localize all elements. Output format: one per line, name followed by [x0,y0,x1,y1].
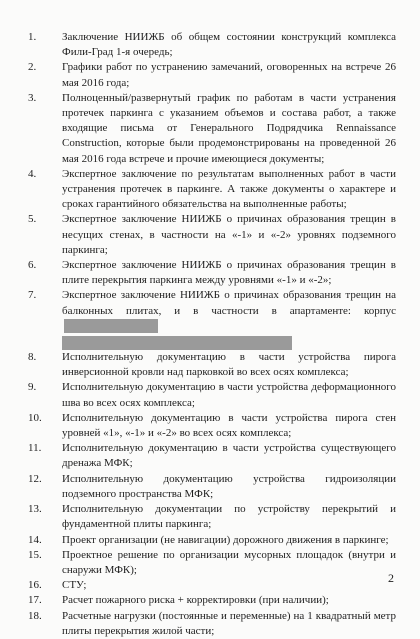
list-item [28,258,396,288]
item-text: Исполнительную документации по устройству перекрытий и фундаментной плиты паркинга; [62,503,396,531]
list-item [28,411,396,441]
item-number: 7. [28,289,37,302]
item-number: 10. [28,411,42,424]
item-text: Исполнительную документацию в части устройства существующего дренажа МФК; [62,442,396,470]
list-item [28,380,396,410]
item-number: 4. [28,167,37,180]
list-item [28,578,396,593]
list-item [28,30,396,60]
list-item [28,502,396,532]
list-item [28,91,396,167]
item-number: 18. [28,609,42,622]
item-text: СТУ; [62,579,87,592]
list-item [28,593,396,608]
redaction-block [64,319,158,333]
item-number: 8. [28,351,37,364]
item-number: 1. [28,31,37,43]
item-text: Расчетные нагрузки (постоянные и переменные) на 1 квадратный метр плиты перекрытия жилой части; [62,609,396,637]
list-item [28,167,396,213]
item-number: 14. [28,533,42,546]
list-item [28,212,396,258]
redaction-block [62,336,292,350]
page-number: 2 [388,571,394,585]
item-number: 5. [28,213,37,226]
item-text: Исполнительную документацию в части устройства деформационного шва во всех осях комплекса; [62,381,396,409]
item-number: 13. [28,503,42,516]
list-item [28,350,396,380]
item-text: Графики работ по устранению замечаний, оговоренных на встрече 26 мая 2016 года; [62,61,396,89]
item-text: Экспертное заключение НИИЖБ о причинах образования трещин в плите перекрытия паркинга между уровнями «-1» и «-2»; [62,259,396,287]
item-number: 12. [28,472,42,485]
item-text: Расчет пожарного риска + корректировки (при наличии); [62,594,329,607]
item-text: Полноценный/развернутый график по работам в части устранения протечек паркинга с указанием объемов и состава работ, а также входящие письма от Генерального Подрядчика Rennaissance Construction, которые были продемонстрированы на проведенной 26 мая 2016 года встрече и прочие имеющиеся документы; [62,91,396,165]
list-item [28,288,396,350]
item-text: Исполнительную документацию в части устройства пирога стен уровней «1», «-1» и «-2» во всех осях комплекса; [62,411,396,440]
item-text: Заключение НИИЖБ об общем состоянии конструкций комплекса Фили-Град 1-я очередь; [62,31,396,59]
list-item [28,548,396,578]
item-text: Исполнительную документацию в части устройства пирога инверсионной кровли над парковкой во всех осях комплекса; [62,351,396,379]
item-number: 11. [28,442,42,455]
item-text: Экспертное заключение НИИЖБ о причинах образования трещин в несущих стенах, в частности на «-1» и «-2» уровнях подземного паркинга; [62,213,396,256]
item-number: 2. [28,61,37,74]
item-number: 6. [28,259,37,272]
item-number: 3. [28,91,37,104]
list-item [28,609,396,639]
item-text: Исполнительную документацию устройства гидроизоляции подземного пространства МФК; [62,472,396,500]
item-number: 9. [28,381,37,394]
item-number: 15. [28,548,42,561]
item-text: Экспертное заключение по результатам выполненных работ в части устранения протечек в паркинге. А также документы о характере и сроках гарантийного обязательства на выполненные работы; [62,167,396,211]
item-text: Экспертное заключение НИИЖБ о причинах образования трещин на балконных плитах, и в частности в апартаменте: корпус [62,289,396,317]
item-number: 17. [28,594,42,607]
requested-documents-list [28,30,396,639]
item-text: Проектное решение по организации мусорных площадок (внутри и снаружи МФК); [62,548,396,576]
list-item [28,60,396,90]
item-text: Проект организации (не навигации) дорожного движения в паркинге; [62,533,389,546]
list-item [28,472,396,502]
list-item [28,533,396,548]
item-number: 16. [28,579,42,592]
list-item [28,441,396,471]
